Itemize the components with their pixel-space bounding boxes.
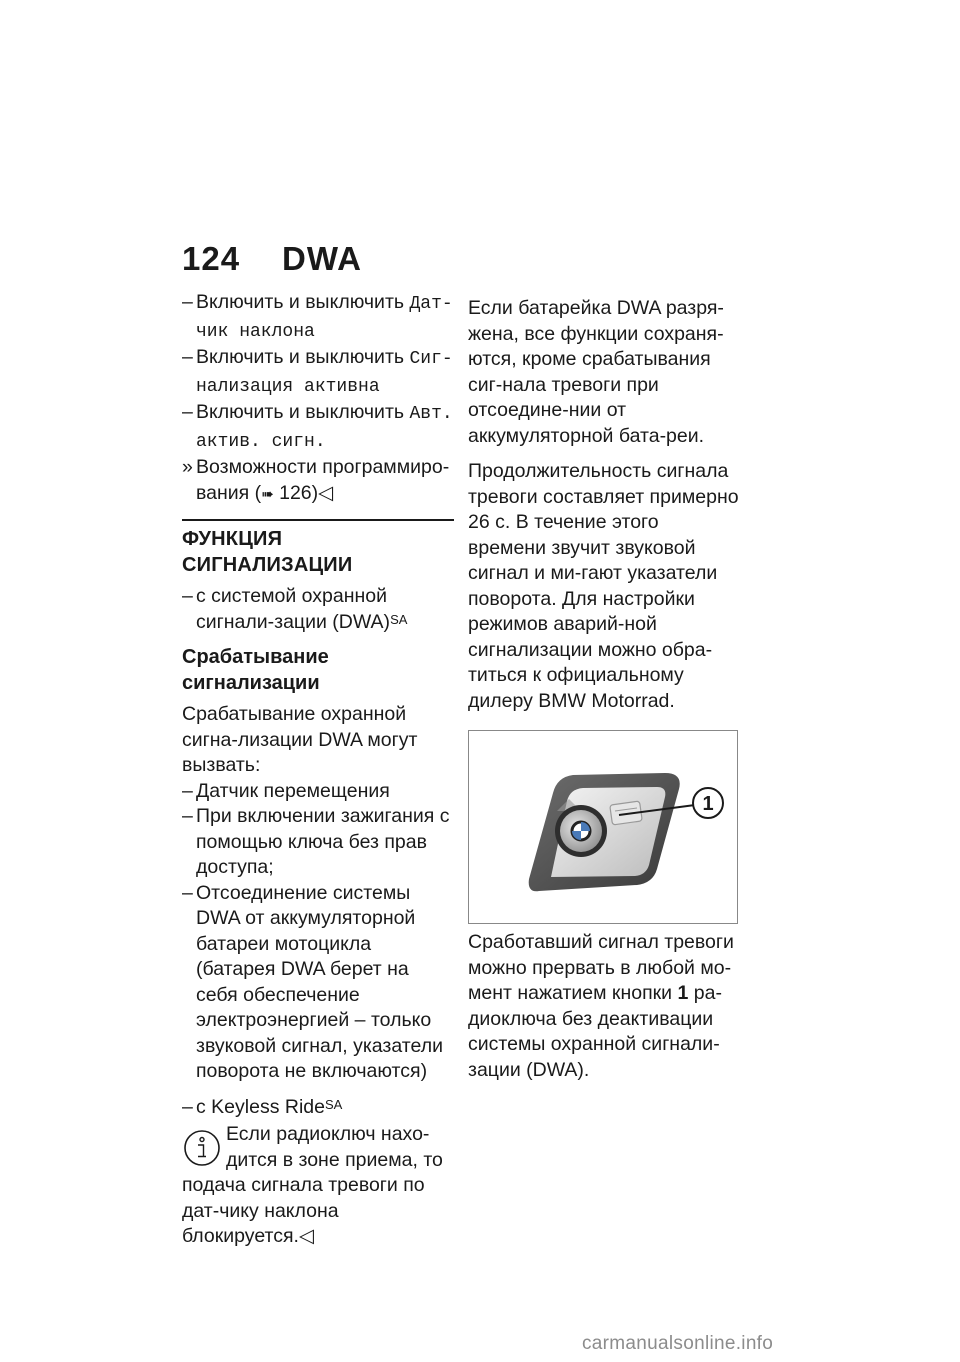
battery-paragraph: Если батарейка DWA разря-жена, все функции сохраня-ются, кроме срабатывания сиг-нала тревоги при отсоедине-нии от аккумуляторной бата-реи.	[468, 297, 724, 447]
page-number: 124	[182, 240, 241, 277]
list-item: – Включить и выключить Дат- чик наклона	[182, 291, 453, 342]
menu-term: Авт. актив. сигн.	[196, 404, 453, 452]
section-title: ФУНКЦИЯ СИГНАЛИЗАЦИИ	[182, 519, 454, 578]
reference-arrow-icon: ➠	[261, 485, 274, 503]
info-note: Если радиоключ нахо- дится в зоне приема, то подача сигнала тревоги по дат-чику наклона блокируется.◁	[182, 1123, 443, 1247]
option-item: – с системой охранной сигнали-зации (DWA)$^{SA}$	[182, 585, 408, 633]
end-mark-icon: ◁	[318, 481, 334, 504]
sa-badge: SA	[324, 1096, 343, 1112]
list-item: – Датчик перемещения	[182, 779, 390, 802]
key-fob-figure	[468, 730, 738, 924]
list-item: – Включить и выключить Авт. актив. сигн.	[182, 401, 453, 452]
possibility-item: » Возможности программиро-вания (➠ 126)◁	[182, 455, 454, 507]
list-item: – При включении зажигания с помощью ключа без прав доступа;	[182, 805, 450, 878]
intro-paragraph: Срабатывание охранной сигна-лизации DWA могут вызвать:	[182, 703, 418, 776]
info-icon	[182, 1128, 222, 1168]
option-item: – с Keyless Ride$^{SA}$	[182, 1095, 343, 1118]
callout-label: 1	[702, 793, 714, 815]
end-mark-icon: ◁	[298, 1225, 314, 1247]
list-item: – Включить и выключить Сиг- нализация активна	[182, 346, 453, 397]
interrupt-paragraph: Сработавший сигнал тревоги можно прервать в любой мо-мент нажатием кнопки 1 ра-диоключа без деактивации системы охранной сигнали-зации (DWA).	[468, 931, 734, 1081]
page-header	[182, 240, 362, 278]
subsection-title: Срабатывание сигнализации	[182, 646, 329, 694]
sa-badge: SA	[390, 611, 408, 627]
menu-term: Сиг- нализация активна	[196, 349, 453, 397]
watermark: carmanualsonline.info	[582, 1333, 774, 1354]
right-column	[468, 296, 740, 1083]
page-reference-link[interactable]: 126)	[273, 481, 319, 504]
menu-term: Дат- чик наклона	[196, 294, 453, 342]
list-item: – Отсоединение системы DWA от аккумуляторной батареи мотоцикла (батарея DWA берет на себя обеспечение электроэнергией – только звуковой сигнал, указатели поворота не включаются)	[182, 881, 443, 1082]
left-column	[182, 290, 454, 1250]
page-title: DWA	[282, 240, 362, 277]
callout-reference: 1	[677, 982, 689, 1004]
duration-paragraph: Продолжительность сигнала тревоги составляет примерно 26 с. В течение этого времени звучит звуковой сигнал и ми-гают указатели поворота. Для настройки режимов аварий-ной сигнализации можно обра-титься к официальному дилеру BMW Motorrad.	[468, 460, 739, 712]
key-fob-image	[469, 731, 737, 923]
